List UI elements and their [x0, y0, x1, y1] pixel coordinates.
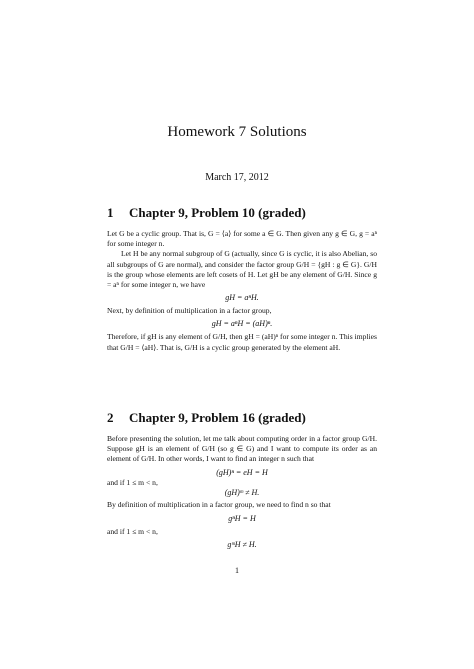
paragraph: Let G be a cyclic group. That is, G = ⟨a⟩ for some a ∈ G. Then given any g ∈ G, g = aⁿ for some integer n.: [107, 229, 377, 249]
equation: gH = aⁿH = (aH)ⁿ.: [211, 319, 273, 329]
section-number: 2: [107, 410, 114, 425]
document-date: March 17, 2012: [205, 172, 269, 183]
paragraph: By definition of multiplication in a factor group, we need to find n so that: [107, 499, 331, 509]
section-1: [107, 205, 377, 353]
paragraph: and if 1 ≤ m < n,: [107, 527, 158, 537]
equation: gⁿH = H: [228, 514, 256, 524]
document-title: Homework 7 Solutions: [167, 124, 307, 140]
page-number: 1: [235, 566, 239, 575]
section-title: Chapter 9, Problem 10 (graded): [129, 205, 306, 220]
equation: gᵐH ≠ H.: [227, 540, 257, 550]
paragraph: Next, by definition of multiplication in a factor group,: [107, 306, 272, 316]
paragraph: Let H be any normal subgroup of G (actually, since G is cyclic, it is also Abelian, so all subgroups of G are normal), and consider the factor group G/H = {gH : g ∈ G}. G/H is the group whose elements are left cosets of H. Let gH be any element of G/H. Since g = aⁿ for some integer n, we have: [107, 249, 377, 290]
section-heading: [107, 410, 377, 426]
paragraph: and if 1 ≤ m < n,: [107, 477, 158, 487]
equation: (gH)ⁿ = eH = H: [216, 467, 268, 477]
section-2: [107, 410, 377, 550]
section-number: 1: [107, 205, 114, 220]
section-heading: [107, 205, 377, 221]
equation: gH = aⁿH.: [225, 293, 259, 303]
paragraph: Before presenting the solution, let me talk about computing order in a factor group G/H. Suppose gH is an element of G/H (so g ∈ G) and I want to compute its order as an element of G/H. In other words, I want to find an integer n such that: [107, 434, 377, 464]
paragraph: Therefore, if gH is any element of G/H, then gH = (aH)ⁿ for some integer n. This implies that G/H = ⟨aH⟩. That is, G/H is a cyclic group generated by the element aH.: [107, 332, 377, 352]
section-title: Chapter 9, Problem 16 (graded): [129, 410, 306, 425]
equation: (gH)ᵐ ≠ H.: [224, 487, 260, 497]
